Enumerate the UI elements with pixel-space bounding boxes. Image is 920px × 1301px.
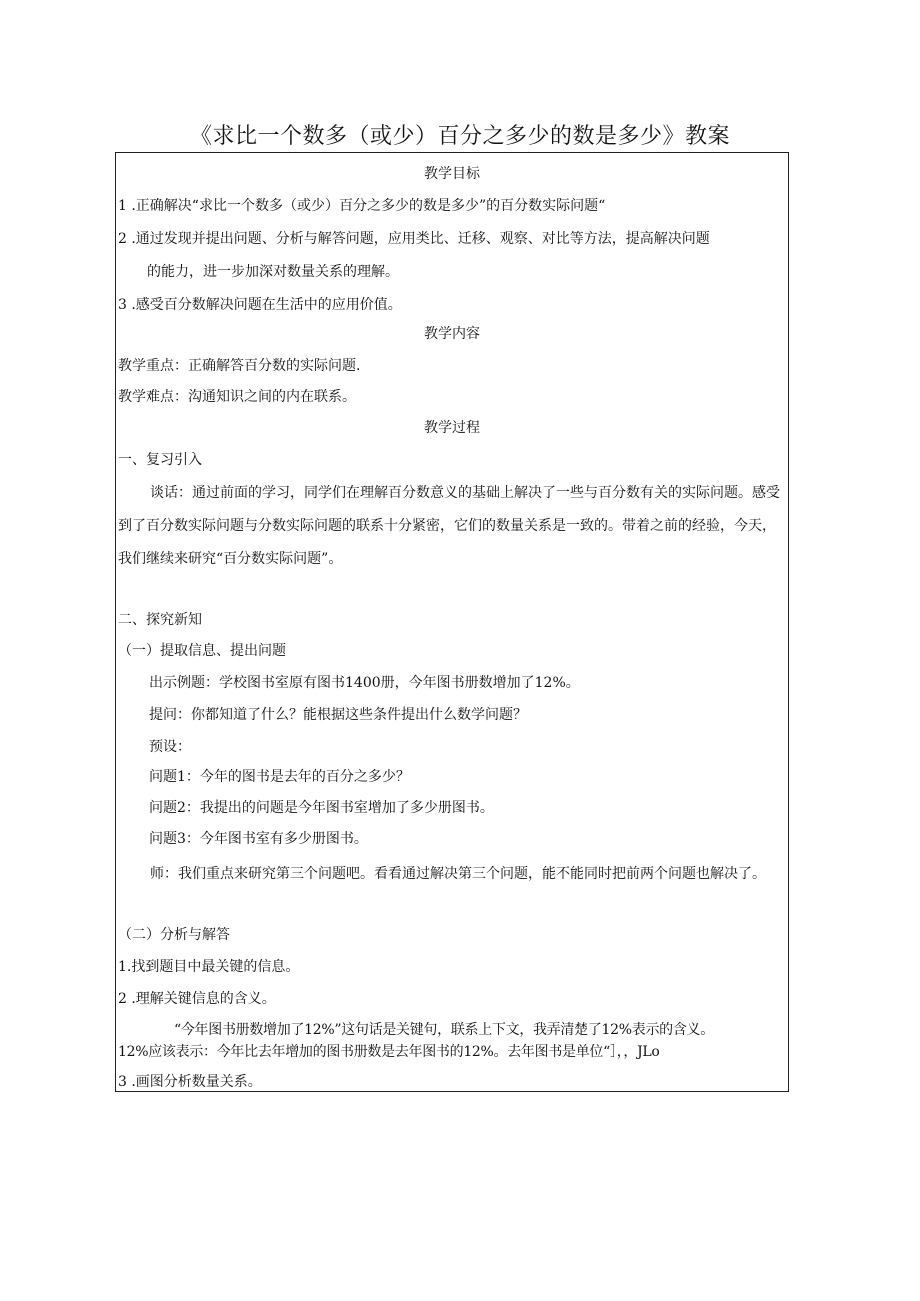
review-talk-paragraph: 谈话：通过前面的学习，同学们在理解百分数意义的基础上解决了一些与百分数有关的实际问题。感受到了百分数实际问题与分数实际问题的联系十分紧密，它们的数量关系是一致的。带着之前的经验，今天，我们继续来研究“百分数实际问题”。	[118, 485, 780, 567]
part2-heading: （二）分析与解答	[118, 927, 230, 943]
document-title: 《求比一个数多（或少）百分之多少的数是多少》教案	[189, 124, 730, 149]
objective-item-2: 2 .通过发现并提出问题、分析与解答问题，应用类比、迁移、观察、对比等方法，提高解决问题	[118, 231, 710, 247]
explain-line-1: “今年图书册数增加了12%”这句话是关键句，联系上下文，我弄清楚了12%表示的含义。	[174, 1022, 714, 1038]
difficult-point: 教学难点：沟通知识之间的内在联系。	[118, 389, 356, 405]
review-heading: 一、复习引入	[118, 452, 202, 468]
objective-item-3: 3 .感受百分数解决问题在生活中的应用价值。	[118, 297, 402, 313]
teacher-paragraph: 师：我们重点来研究第三个问题吧。看看通过解决第三个问题，能不能同时把前两个问题也解决了。	[150, 866, 766, 882]
example-text: 出示例题：学校图书室原有图书1400册，今年图书册数增加了12%。	[149, 675, 580, 691]
question-3: 问题3：今年图书室有多少册图书。	[149, 831, 368, 847]
content-heading: 教学内容	[424, 326, 480, 342]
explore-heading: 二、探究新知	[118, 612, 202, 628]
part1-heading: （一）提取信息、提出问题	[118, 643, 286, 659]
lesson-table	[115, 152, 789, 1092]
objective-item-2-continued: 的能力，进一步加深对数量关系的理解。	[147, 264, 399, 280]
objectives-heading: 教学目标	[424, 166, 480, 182]
key-point: 教学重点：正确解答百分数的实际问题.	[118, 358, 361, 374]
question-1: 问题1：今年的图书是去年的百分之多少？	[149, 769, 410, 785]
explain-line-2: 12%应该表示：今年比去年增加的图书册数是去年图书的12%。去年图书是单位“］，，JLo	[118, 1044, 660, 1060]
step-2: 2 .理解关键信息的含义。	[118, 991, 276, 1007]
preset-label: 预设：	[149, 739, 191, 755]
question-2: 问题2：我提出的问题是今年图书室增加了多少册图书。	[149, 800, 494, 816]
objective-item-1: 1 .正确解决“求比一个数多（或少）百分之多少的数是多少”的百分数实际问题“	[118, 198, 606, 214]
ask-text: 提问：你都知道了什么？能根据这些条件提出什么数学问题？	[149, 707, 527, 723]
step-3: 3 .画图分析数量关系。	[118, 1074, 262, 1090]
process-heading: 教学过程	[424, 420, 480, 436]
step-1: 1.找到题目中最关键的信息。	[118, 959, 300, 975]
